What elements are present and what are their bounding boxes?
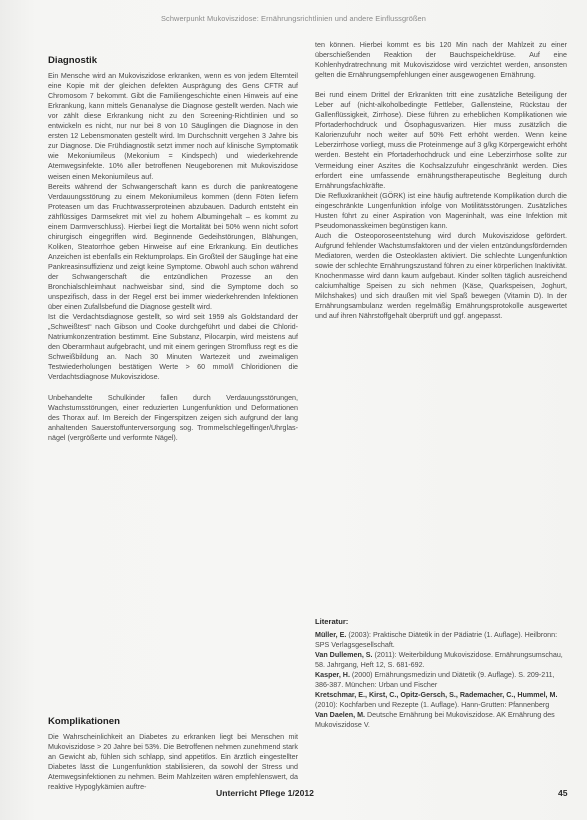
paragraph: Unbehandelte Schulkinder fallen durch Verdauungsstörungen, Wachstumsstörungen, einer reduzierten Lungenfunktion und Deformationen des Thorax auf. Im Bereich der Fingerspitzen zeigen sich aufgrund der lang anhaltenden Sauerstoffunterversorgung sog. Trommelschlegelfinger/Uhrglas-nägel (vergrößerte und verformte Nägel).: [48, 393, 298, 442]
literature-details: (2003): Praktische Diätetik in der Pädiatrie (1. Auflage). Heilbronn: SPS Verlagsgesellschaft.: [315, 631, 558, 650]
literature-entry: [315, 690, 567, 710]
literature-entry: [315, 650, 567, 670]
paragraph: Bei rund einem Drittel der Erkrankten tritt eine zusätzliche Beteiligung der Leber auf (nicht-alkoholbedingte Fettleber, Gallensteine, Rückstau der Gallenflüssigkeit, Zirrhose). Diese führen zu erheblichen Komplikationen wie Pfortaderhochdruck und Ösophagusvarizen. Hier muss zusätzlich die Kalorienzufuhr noch weiter auf 50% Fett erhöht werden. Wenn keine Leberzirrhose vorliegt, muss die Proteinmenge auf 3 g/kg Körpergewicht erhöht werden. Besteht ein Pfortaderhochdruck und eine Leberzirrhose sollte zur Vermeidung einer Aszites die Kochsalzzufuhr eingeschränkt werden. Dies erfordert eine umfassende ernährungstherapeutische Begleitung durch Ernährungsfachkräfte.: [315, 91, 567, 190]
literature-authors: Van Dullemen, S.: [315, 651, 373, 660]
literature-list: [315, 617, 567, 731]
footer-journal-title: Unterricht Pflege 1/2012: [216, 788, 314, 798]
literature-details: (2010): Kochfarben und Rezepte (1. Auflage). Hann-Grutten: Pfannenberg: [315, 701, 550, 710]
section-heading-diagnostik: Diagnostik: [48, 55, 98, 66]
right-column: [315, 40, 567, 321]
paragraph: Ein Mensche wird an Mukoviszidose erkranken, wenn es von jedem Elternteil eine Kopie mit der gleichen defekten Ausprägung des Gens CFTR auf Chromosom 7 bekommt. Gibt die Familiengeschichte einen Hinweis auf eine Erkrankung, kann mittels Genanalyse die Diagnose gestellt werden. Nach wie vor zählt diese Erkrankung nicht zu den Screening-Richtlinien und so entwickeln es nicht, nur nur bei 8 von 10 Säuglingen die Diagnose in den ersten 12 Lebensmonaten gestellt wird. Im Durchschnitt vergehen 3 Jahre bis zur Diagnose. Die Frühdiagnostik setzt immer noch auf klinische Symptomatik wie Mekoniumileus (Mekonium = Kindspech) und wiederkehrende Atemwegsinfekte. 10% aller betroffenen Neugeborenen mit Mukoviszidose weisen einen Mekoniumileus auf.: [48, 72, 298, 181]
literature-heading: Literatur:: [315, 617, 349, 626]
paragraph: Ist die Verdachtsdiagnose gestellt, so wird seit 1959 als Goldstandard der „Schweißtest“ nach Gibson und Cooke durchgeführt und dabei die Chlorid-Natriumkonzentration bestimmt. Eine Substanz, Pilocarpin, wird meistens auf den Oberarmhaut aufgebracht, und mit einem geringen Stromfluss regt es die Schweißbildung an. Nach 30 Minuten Wartezeit und zweimaligen Testwiederholungen bestätigen Werte > 60 mmol/l Chloridionen die Verdachtsdiagnose Mukoviszidose.: [48, 313, 298, 382]
literature-details: Deutsche Ernährung bei Mukoviszidose. AK Ernährung des Mukoviszidose V.: [315, 711, 555, 730]
literature-details: (2000) Ernährungsmedizin und Diätetik (9. Auflage). S. 209-211, 386-387. München: Urban und Fischer: [315, 671, 555, 690]
left-column: [48, 56, 298, 443]
literature-authors: Müller, E.: [315, 631, 347, 640]
komplikationen-text: [48, 732, 298, 792]
paragraph: Die Refluxkrankheit (GÖRK) ist eine häufig auftretende Komplikation durch die eingeschränkte Lungenfunktion infolge von Motilitätsstörungen. Zusätzliches Husten führt zu einer Aspiration von Mageninhalt, was eine Infektion mit Pseudomonasskeimen begünstigen kann.: [315, 191, 567, 230]
paragraph: Die Wahrscheinlichkeit an Diabetes zu erkranken liegt bei Menschen mit Mukoviszidose > 20 Jahre bei 53%. Die Betroffenen nehmen zunehmend stark an Gewicht ab, fühlen sich schlapp, sind appetitlos. Ein ärztlich eingestellter Diabetes lässt die Lungenfunktion stabilisieren, da sowohl der Stress und Atemwegsinfektionen zu nehmen. Beim Mahlzeiten wären empfehlenswert, da reaktive Hypoglykämien auftre-: [48, 733, 298, 792]
literature-authors: Kasper, H.: [315, 671, 350, 680]
literature-authors: Van Daelen, M.: [315, 711, 366, 720]
paragraph: Bereits während der Schwangerschaft kann es durch die pankreatogene Verdauungsstörung zu einem Mekoniumileus kommen (denn Föten liefern Proteasen um das Fruchtwasserproteinen abzubauen. Dadurch entsteht ein zähflüssiges Darmsekret mit viel zu hohem Albumingehalt – es kommt zu einem Darmverschluss). Hierbei liegt die Mortalität bei 50% wenn nicht sofort chirurgisch eingegriffen wird. Beginnende Gedeihstörungen, Blähungen, Koliken, Steatorrhoe geben Hinweise auf eine Erkrankung. Ein deutliches Anzeichen ist ebenfalls ein Rektumprolaps. Ein Großteil der Säuglinge hat eine Pankreasinsuffizienz und zeigt keine Symptome. Obwohl auch schon während der Schwangerschaft die entzündlichen Prozesse an den Bronchialschleimhaut nachweisbar sind, sind die Symptome doch so unspezifisch, dass in der Regel erst bei immer wiederkehrenden Infektionen über einen Zufallsbefund die Diagnose gestellt wird.: [48, 182, 298, 312]
literature-entry: [315, 710, 567, 730]
footer-page-number: 45: [558, 788, 568, 798]
paragraph: ten können. Hierbei kommt es bis 120 Min nach der Mahlzeit zu einer überschießenden Reaktion der Bauchspeicheldrüse. Auf eine Kohlenhydratrechnung mit Mukoviszidose wird verzichtet werden, ansonsten gelten die Ernährungsempfehlungen einer ausgewogenen Ernährung.: [315, 41, 567, 80]
literature-entry: [315, 630, 567, 650]
running-header: Schwerpunkt Mukoviszidose: Ernährungsrichtlinien und andere Einflussgrößen: [161, 14, 426, 23]
literature-details: (2011): Weiterbildung Mukoviszidose. Ernährungsumschau, 58. Jahrgang, Heft 12, S. 681-692.: [315, 651, 563, 670]
literature-entry: [315, 670, 567, 690]
paragraph: Auch die Osteoporoseentstehung wird durch Mukoviszidose gefördert. Aufgrund fehlender Wachstumsfaktoren und der vielen entzündungsfördernden Mediatoren, werden die Osteoklasten aktiviert. Die schlechte Lungenfunktion sowie der schlechte Ernährungszustand führen zu einer körperlichen Inaktivität. Knochenmasse wird dann kaum aufgebaut. Kinder sollten täglich ausreichend calciumhaltige Speisen zu sich nehmen (Käse, Quarkspeisen, Joghurt, Milchshakes) und sich draußen mit viel Spaß bewegen (Vitamin D). In der Ernährungsambulanz werden regelmäßig Ernährungsprotokolle ausgewertet und auf ihren Nährstoffgehalt überprüft und ggf. angepasst.: [315, 231, 567, 321]
literature-authors: Kretschmar, E., Kirst, C., Opitz-Gersch, S., Rademacher, C., Hummel, M.: [315, 691, 558, 700]
section-heading-komplikationen: Komplikationen: [48, 716, 120, 727]
